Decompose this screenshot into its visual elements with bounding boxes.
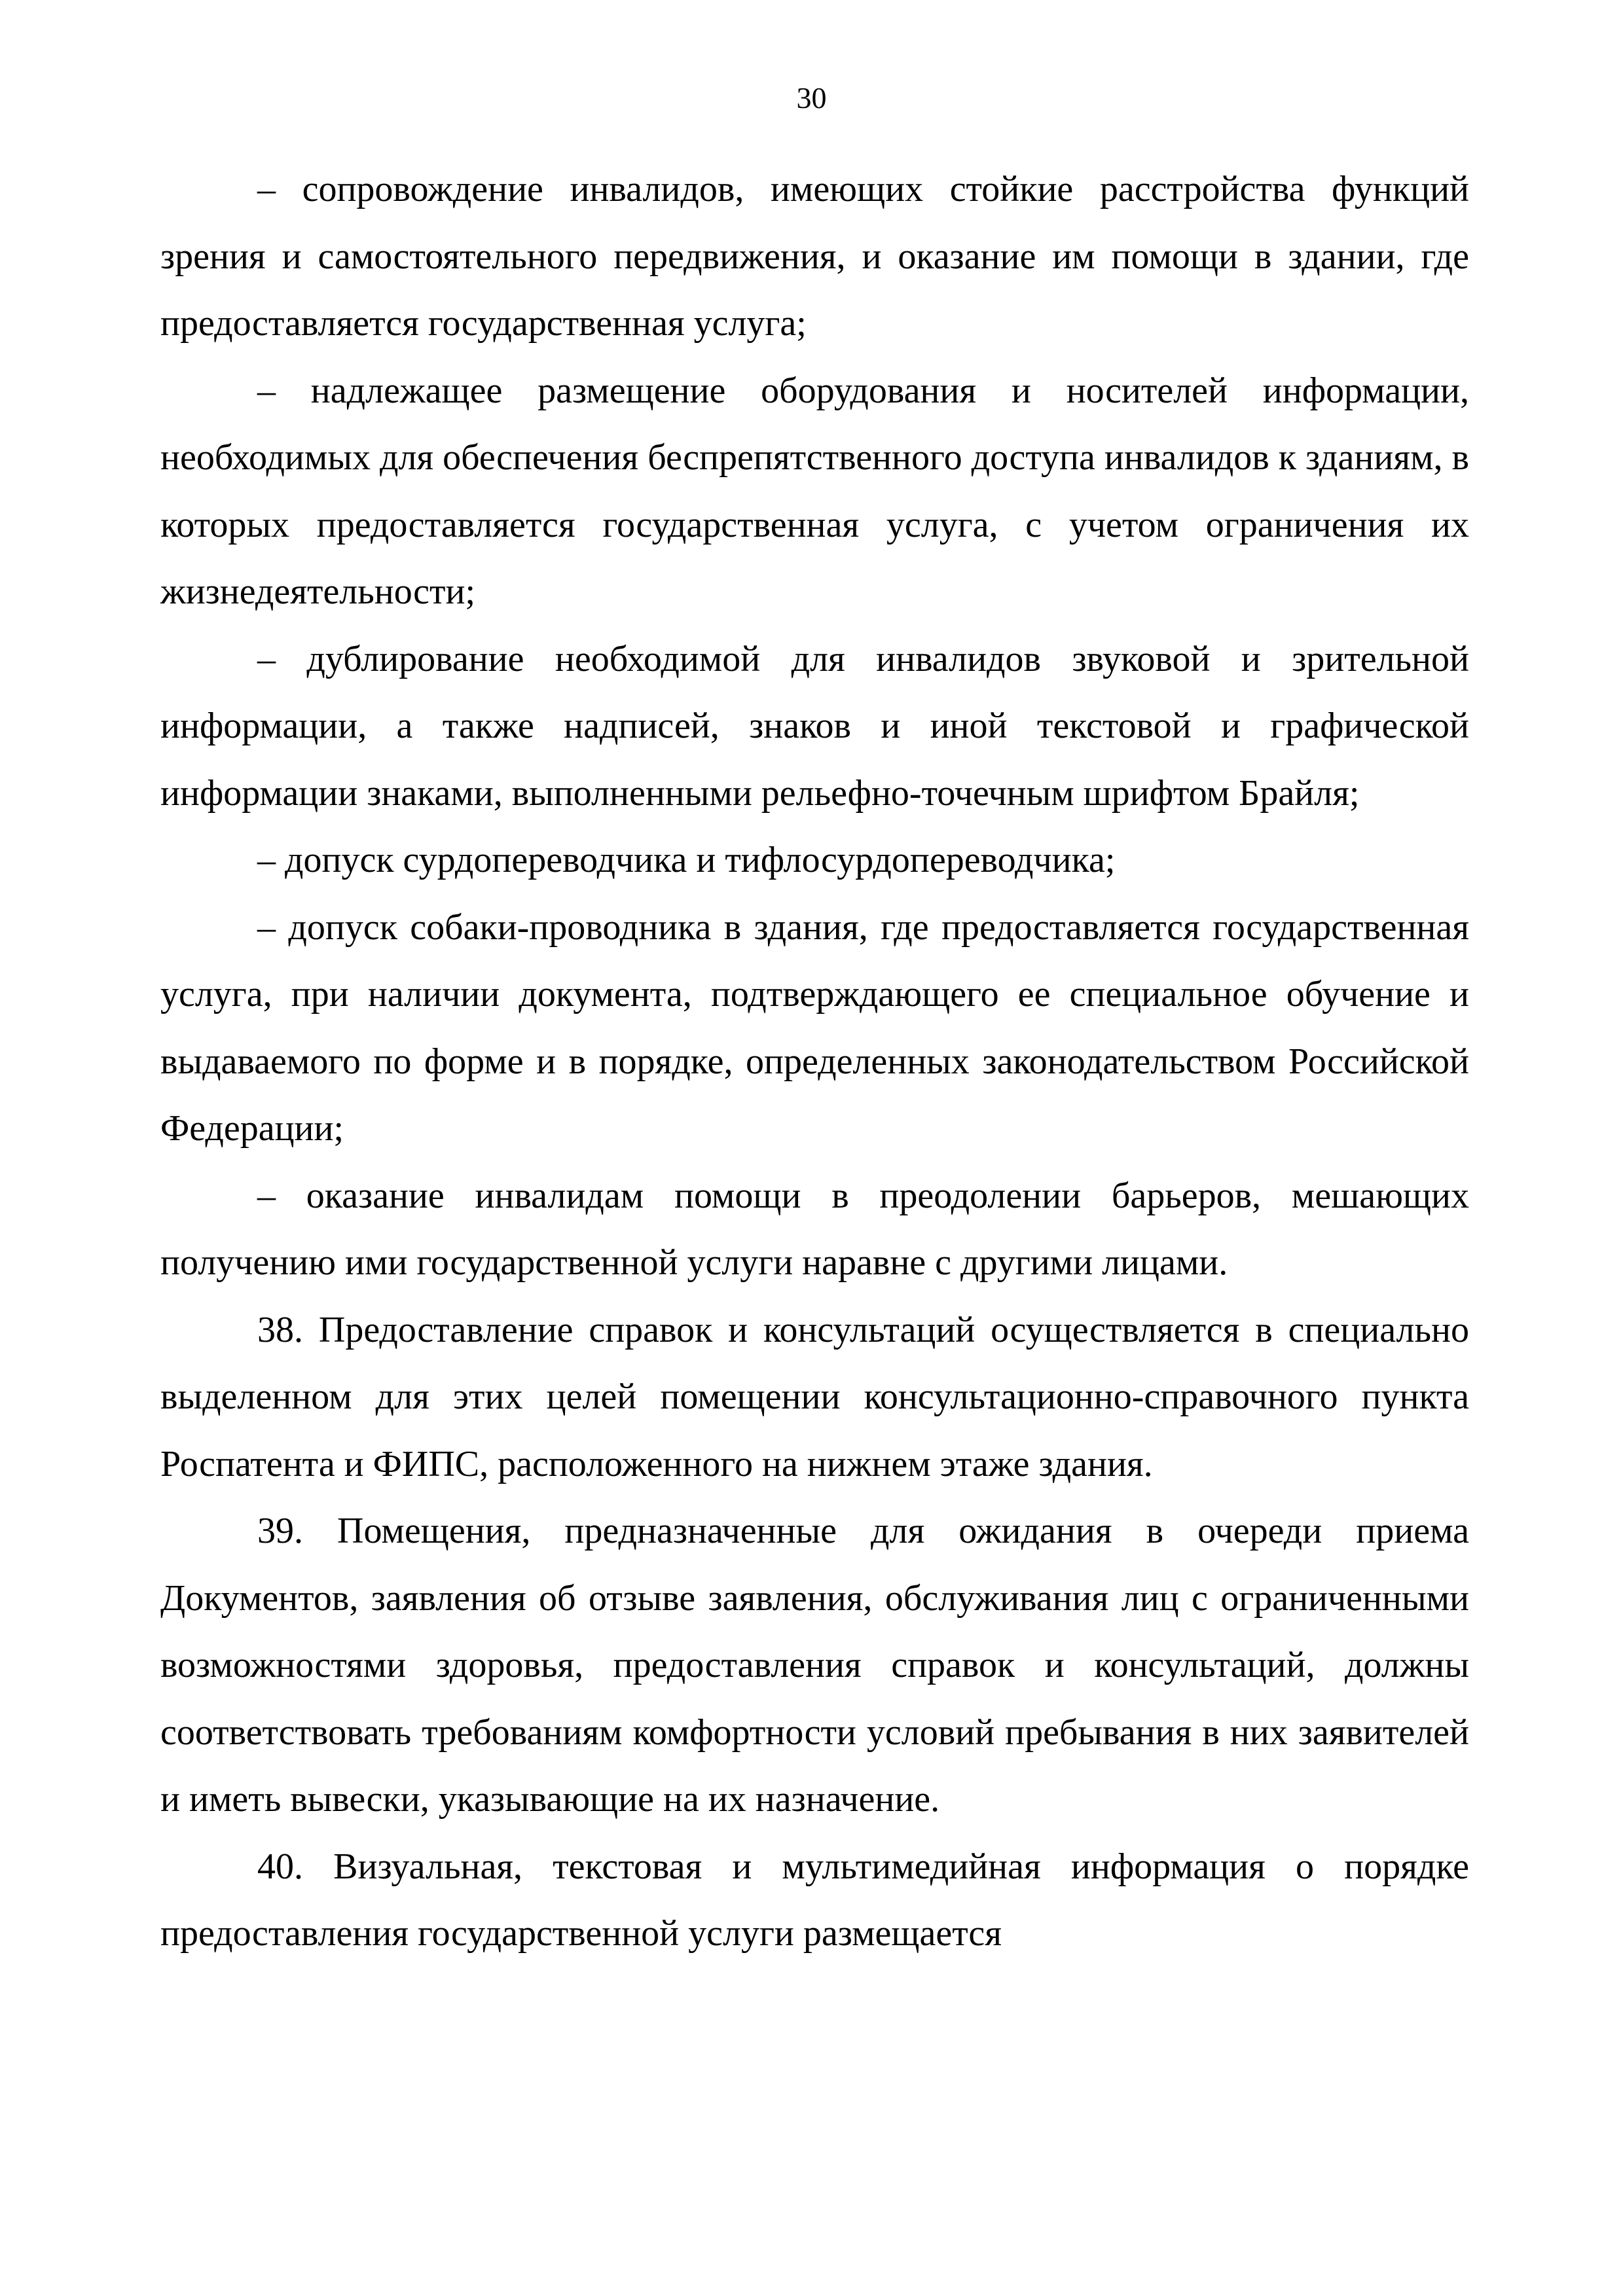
clause-39: 39. Помещения, предназначенные для ожидания в очереди приема Документов, заявления об отзыве заявления, обслуживания лиц с ограниченными возможностями здоровья, предоставления справок и консультаций, должны соответствовать требованиям комфортности условий пребывания в них заявителей и иметь вывески, указывающие на их назначение. — [160, 1511, 1469, 1820]
list-item-braille-duplication: – дублирование необходимой для инвалидов звуковой и зрительной информации, а также надписей, знаков и иной текстовой и графической информации знаками, выполненными рельефно-точечным шрифтом Брайля; — [160, 638, 1469, 814]
document-body — [160, 156, 1469, 1967]
page-number: 30 — [796, 81, 827, 115]
list-item-escort: – сопровождение инвалидов, имеющих стойкие расстройства функций зрения и самостоятельного передвижения, и оказание им помощи в здании, где предоставляется государственная услуга; — [160, 169, 1469, 344]
list-item-barrier-assistance: – оказание инвалидам помощи в преодолении барьеров, мешающих получению ими государственной услуги наравне с другими лицами. — [160, 1175, 1469, 1283]
clause-40: 40. Визуальная, текстовая и мультимедийная информация о порядке предоставления государственной услуги размещается — [160, 1846, 1469, 1954]
list-item-equipment-placement: – надлежащее размещение оборудования и носителей информации, необходимых для обеспечения беспрепятственного доступа инвалидов к зданиям, в которых предоставляется государственная услуга, с учетом ограничения их жизнедеятельности; — [160, 370, 1469, 612]
list-item-guide-dog: – допуск собаки-проводника в здания, где предоставляется государственная услуга, при наличии документа, подтверждающего ее специальное обучение и выдаваемого по форме и в порядке, определенных законодательством Российской Федерации; — [160, 906, 1469, 1149]
clause-38: 38. Предоставление справок и консультаций осуществляется в специально выделенном для этих целей помещении консультационно-справочного пункта Роспатента и ФИПС, расположенного на нижнем этаже здания. — [160, 1309, 1469, 1484]
list-item-sign-interpreter: – допуск сурдопереводчика и тифлосурдопереводчика; — [257, 840, 1116, 880]
